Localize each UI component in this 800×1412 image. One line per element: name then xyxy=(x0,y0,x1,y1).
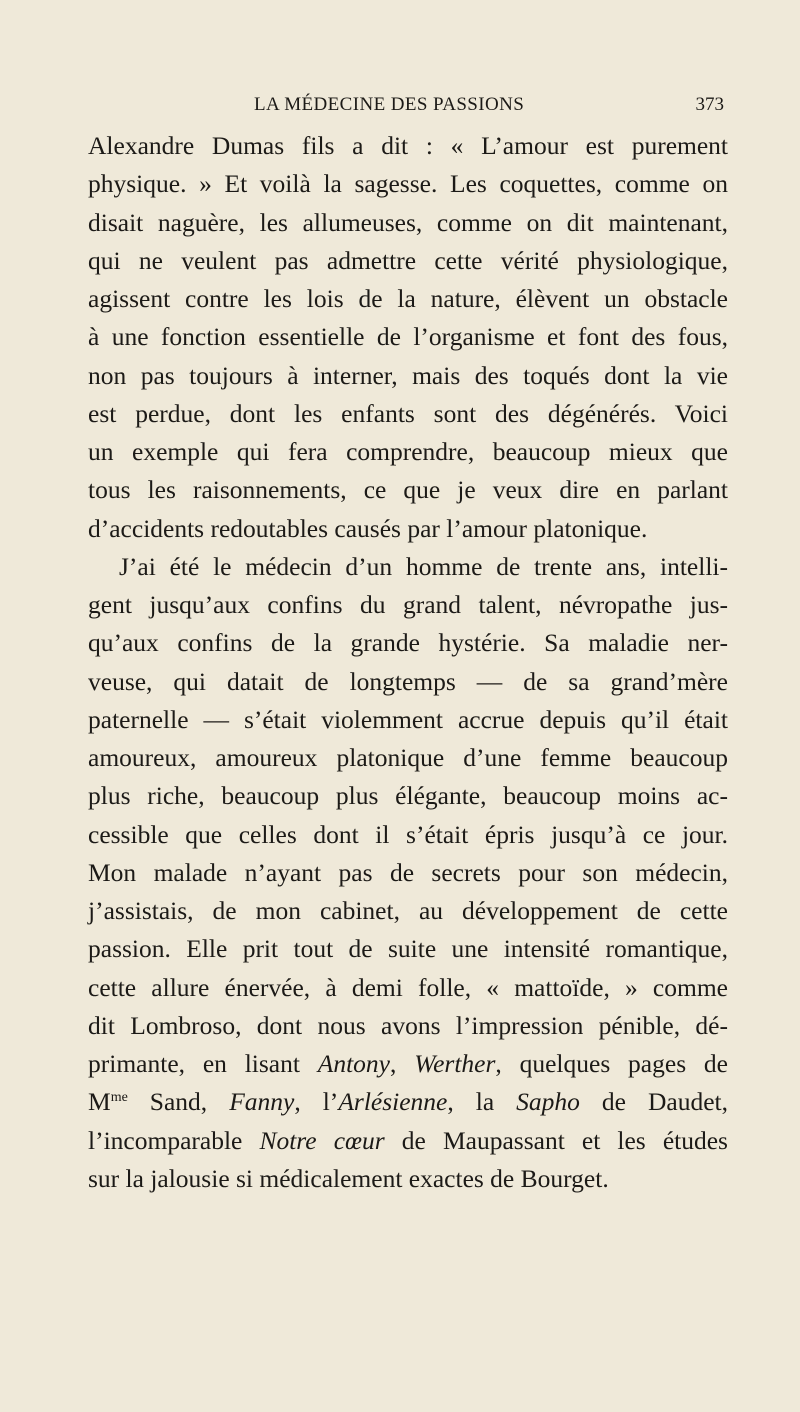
text-line: disait naguère, les allumeuses, comme on dit maintenant, xyxy=(88,207,728,237)
line-segment: , quelques pages de xyxy=(495,1049,729,1078)
text-line: amoureux, amoureux platonique d’une femme beaucoup xyxy=(88,743,728,772)
running-title: LA MÉDECINE DES PASSIONS xyxy=(254,94,525,115)
text-line: J’ai été le médecin d’un homme de trente ans, intelli- xyxy=(119,551,728,581)
page-number: 373 xyxy=(695,94,724,115)
text-line: j’assistais, de mon cabinet, au développement de cette xyxy=(88,896,728,925)
text-line xyxy=(88,1045,728,1083)
line-segment: , l’ xyxy=(294,1087,339,1117)
text-line: qu’aux confins de la grande hystérie. Sa maladie ner- xyxy=(88,628,728,658)
text-line: qui ne veulent pas admettre cette vérité physiologique, xyxy=(88,245,728,275)
line-segment: Sand, xyxy=(127,1087,230,1117)
text-line: cette allure énervée, à demi folle, « mattoïde, » comme xyxy=(88,972,728,1002)
work-title-antony: Antony xyxy=(317,1049,390,1078)
text-line xyxy=(88,1083,728,1121)
line-segment: de Maupassant et les études xyxy=(384,1125,728,1155)
body-text xyxy=(88,127,728,1198)
text-line: agissent contre les lois de la nature, élèvent un obstacle xyxy=(88,284,728,313)
line-segment: de Daudet, xyxy=(579,1087,729,1117)
line-segment: , la xyxy=(447,1087,517,1117)
abbreviation-madame: M xyxy=(88,1087,111,1117)
work-title-fanny: Fanny xyxy=(229,1087,295,1117)
line-segment: primante, en lisant xyxy=(88,1049,318,1078)
text-line: veuse, qui datait de longtemps — de sa grand’mère xyxy=(88,666,728,696)
text-line: sur la jalousie si médicalement exactes de Bourget. xyxy=(88,1163,609,1193)
abbreviation-superscript: me xyxy=(110,1090,128,1106)
text-line: physique. » Et voilà la sagesse. Les coquettes, comme on xyxy=(88,169,728,199)
line-segment: l’incomparable xyxy=(88,1125,260,1155)
text-line: est perdue, dont les enfants sont des dégénérés. Voici xyxy=(88,398,728,428)
text-line: à une fonction essentielle de l’organisme et font des fous, xyxy=(88,322,728,352)
text-line: passion. Elle prit tout de suite une intensité romantique, xyxy=(88,934,728,964)
text-line: paternelle — s’était violemment accrue depuis qu’il était xyxy=(88,704,728,734)
work-title-arlesienne: Arlésienne xyxy=(338,1087,448,1117)
text-line: Alexandre Dumas fils a dit : « L’amour est purement xyxy=(88,131,728,160)
work-title-notre-coeur: Notre cœur xyxy=(259,1125,385,1155)
text-line: dit Lombroso, dont nous avons l’impression pénible, dé- xyxy=(88,1010,728,1040)
text-line xyxy=(88,1122,728,1160)
work-title-sapho: Sapho xyxy=(516,1087,580,1117)
running-head xyxy=(88,94,728,118)
line-segment: , xyxy=(390,1049,415,1078)
text-line: gent jusqu’aux confins du grand talent, névropathe jus- xyxy=(88,590,728,619)
text-line: un exemple qui fera comprendre, beaucoup mieux que xyxy=(88,437,728,466)
text-line: non pas toujours à interner, mais des toqués dont la vie xyxy=(88,360,728,390)
work-title-werther: Werther xyxy=(414,1049,496,1078)
text-line: cessible que celles dont il s’était épris jusqu’à ce jour. xyxy=(88,819,728,849)
text-line: plus riche, beaucoup plus élégante, beaucoup moins ac- xyxy=(88,781,728,811)
text-line: d’accidents redoutables causés par l’amour platonique. xyxy=(88,513,648,543)
text-line: Mon malade n’ayant pas de secrets pour son médecin, xyxy=(88,857,728,887)
text-line: tous les raisonnements, ce que je veux dire en parlant xyxy=(88,475,728,505)
